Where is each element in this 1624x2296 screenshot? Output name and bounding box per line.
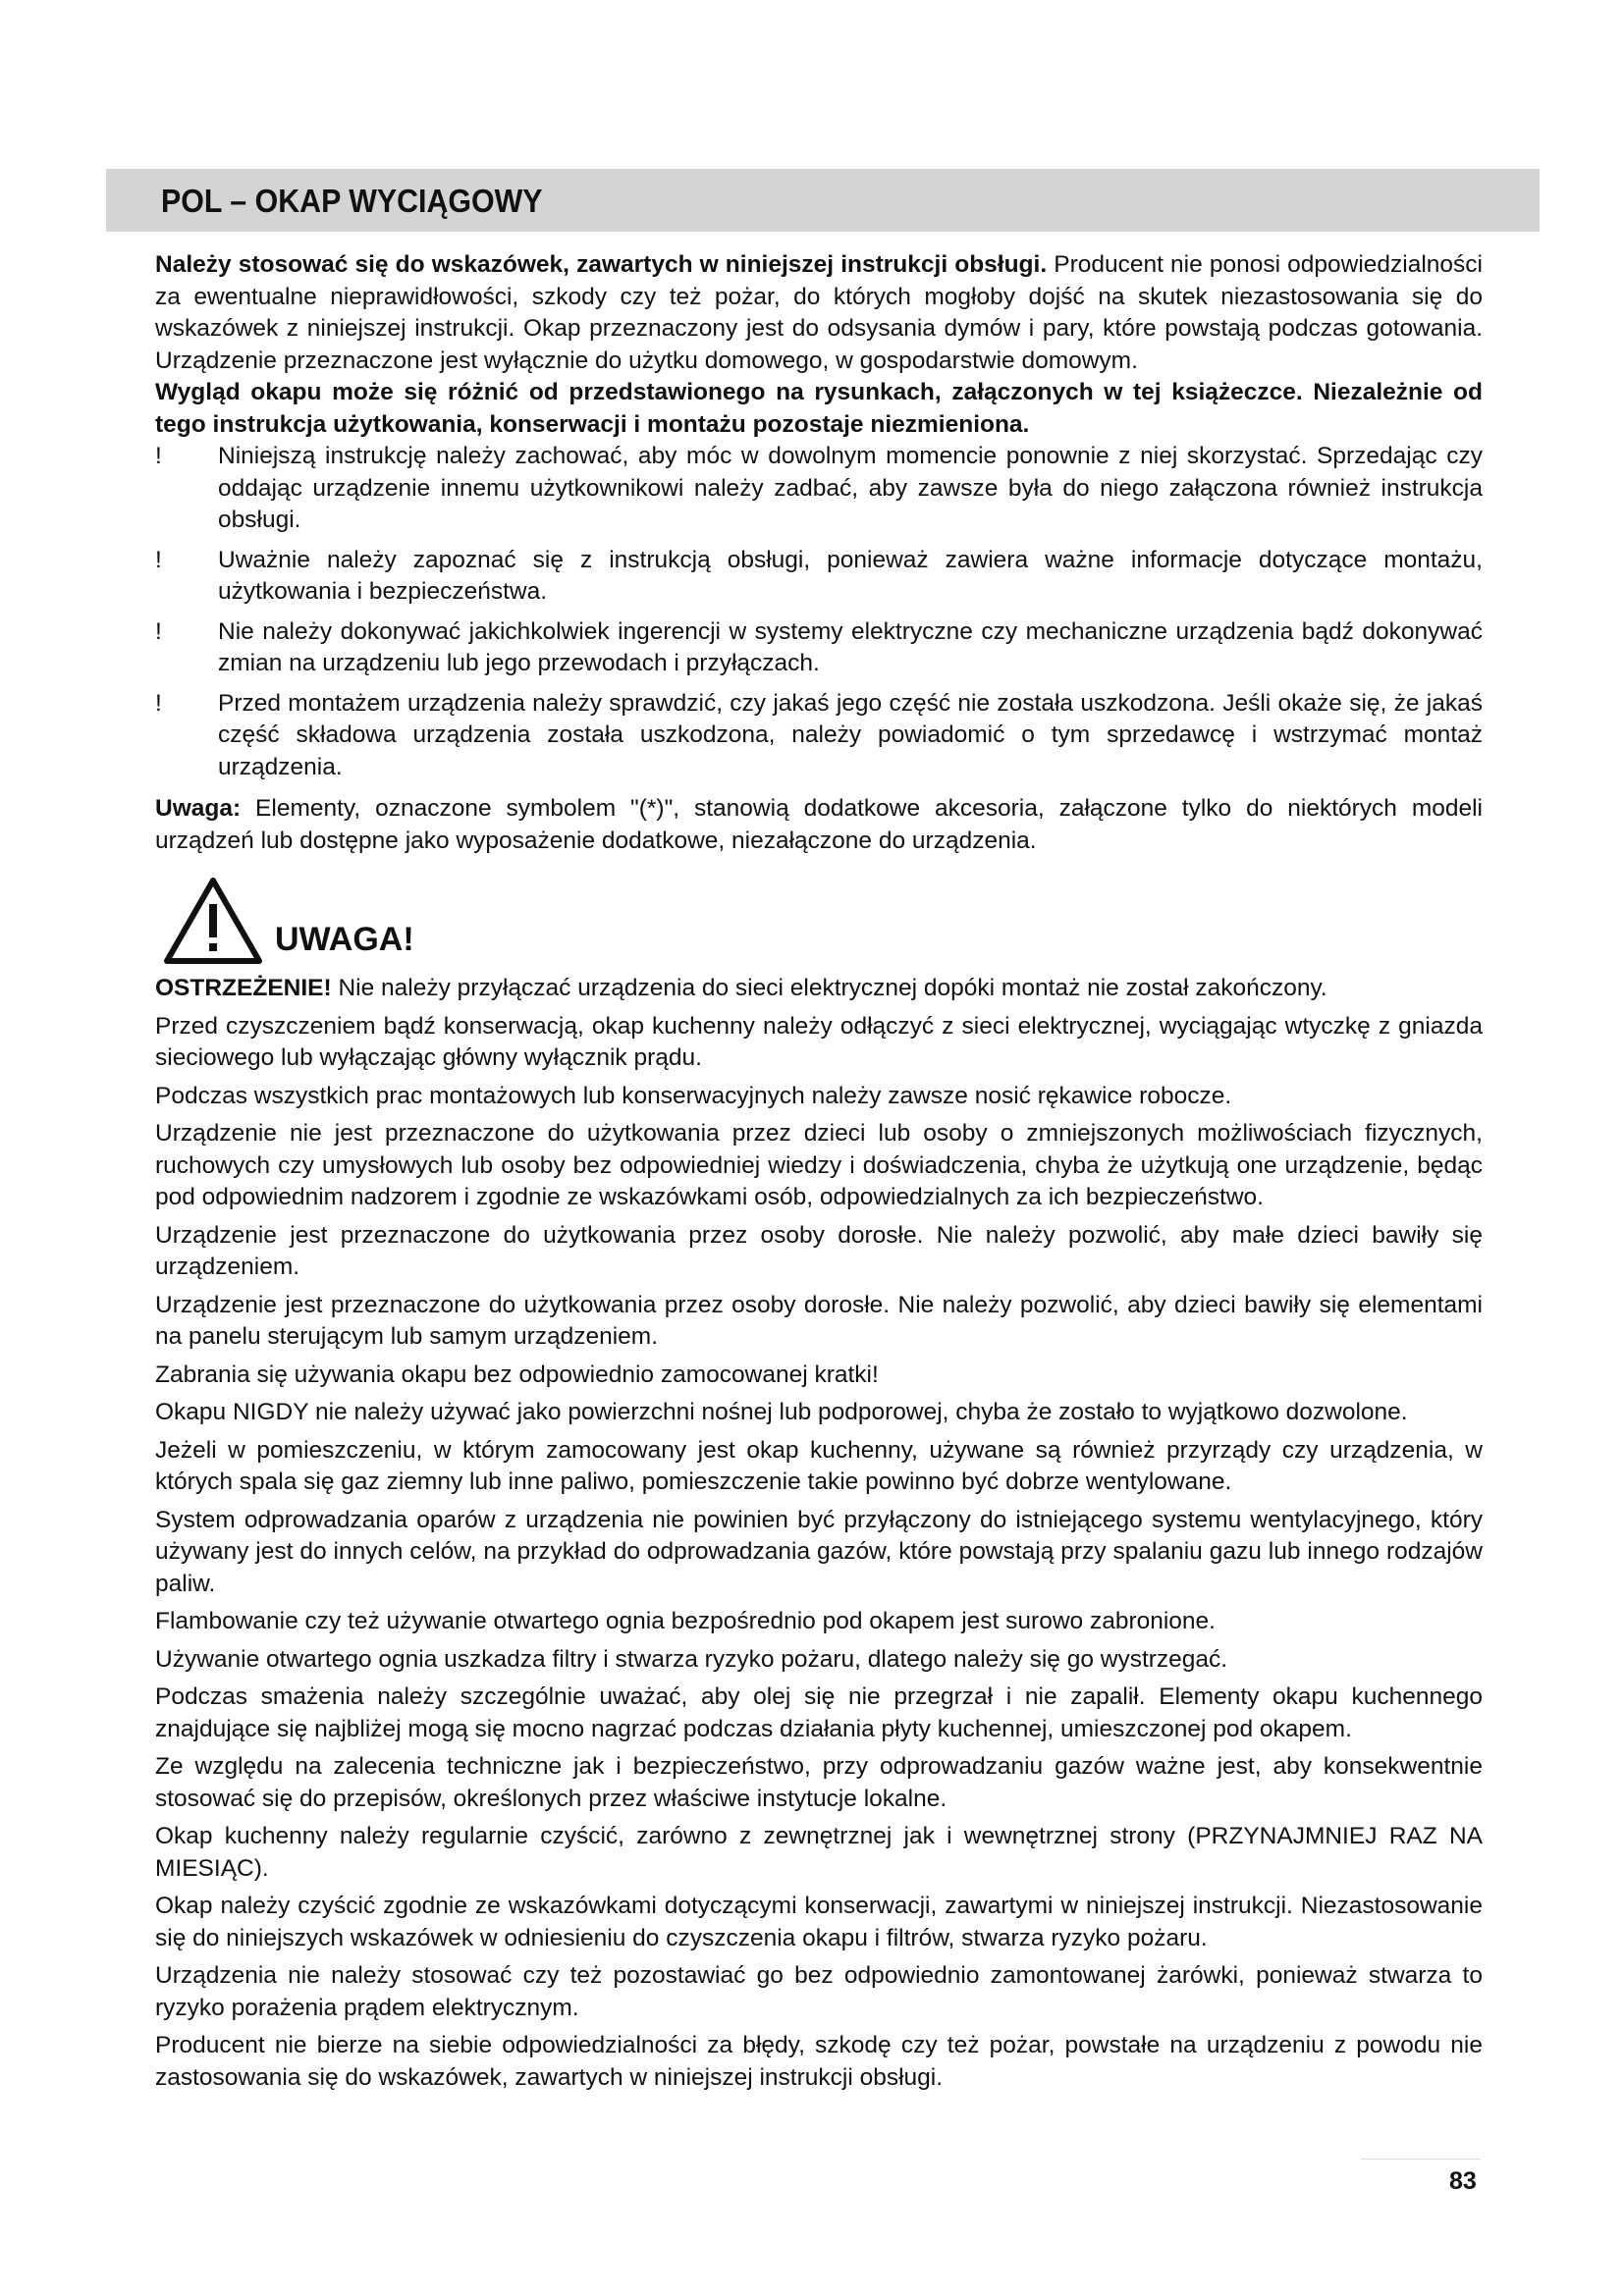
precaution-list: [155, 441, 1483, 783]
warning-paragraph: Podczas wszystkich prac montażowych lub konserwacyjnych należy zawsze nosić rękawice robocze.: [155, 1082, 1232, 1109]
page-number: 83: [1449, 2167, 1477, 2195]
warning-paragraph: Jeżeli w pomieszczeniu, w którym zamocowany jest okap kuchenny, używane są również przyrządy czy urządzenia, w których spala się gaz ziemny lub inne paliwo, pomieszczenie takie powinno być dobrze wentylowane.: [155, 1436, 1483, 1495]
warning-paragraph: System odprowadzania oparów z urządzenia nie powinien być przyłączony do istniejącego systemu wentylacyjnego, który używany jest do innych celów, na przykład do odprowadzania gazów, które powstają przy spalaniu gazu lub innego rodzajów paliw.: [155, 1506, 1483, 1597]
warning-paragraph: Przed czyszczeniem bądź konserwacją, okap kuchenny należy odłączyć z sieci elektrycznej, wyciągając wtyczkę z gniazda sieciowego lub wyłączając główny wyłącznik prądu.: [155, 1012, 1483, 1071]
warning-lead: [155, 973, 1483, 1005]
section-header-band: [106, 169, 1540, 232]
warning-paragraph: Okap kuchenny należy regularnie czyścić, zarówno z zewnętrznej jak i wewnętrznej strony (PRZYNAJMNIEJ RAZ NA MIESIĄC).: [155, 1823, 1483, 1882]
list-item: [155, 441, 1483, 537]
warning-lead-text: Nie należy przyłączać urządzenia do sieci elektrycznej dopóki montaż nie został zakończony.: [331, 975, 1327, 1001]
warning-paragraph: Producent nie bierze na siebie odpowiedzialności za błędy, szkodę czy też pożar, powstałe na urządzeniu z powodu nie zastosowania się do wskazówek, zawartych w niniejszej instrukcji obsługi.: [155, 2032, 1483, 2091]
intro-paragraph-2: [155, 377, 1483, 441]
exclamation-marker: !: [155, 546, 162, 573]
list-item-text: Przed montażem urządzenia należy sprawdzić, czy jakaś jego część nie została uszkodzona. Jeśli okaże się, że jakaś część składowa urządzenia została uszkodzona, należy powiadomić o tym sprzedawcę i wstrzymać montaż urządzenia.: [218, 689, 1483, 780]
accessory-note: [155, 793, 1483, 857]
warning-paragraph: Urządzenie jest przeznaczone do użytkowania przez osoby dorosłe. Nie należy pozwolić, aby małe dzieci bawiły się urządzeniem.: [155, 1221, 1483, 1280]
exclamation-marker: !: [155, 617, 162, 645]
warning-paragraph: Okapu NIGDY nie należy używać jako powierzchni nośnej lub podporowej, chyba że zostało to wyjątkowo dozwolone.: [155, 1399, 1408, 1425]
warning-paragraph: Ze względu na zalecenia techniczne jak i bezpieczeństwo, przy odprowadzaniu gazów ważne jest, aby konsekwentnie stosować się do przepisów, określonych przez właściwe instytucje lokalne.: [155, 1753, 1483, 1812]
warning-paragraphs: [155, 973, 1483, 2094]
exclamation-marker: !: [155, 443, 162, 469]
warning-triangle-icon: [161, 875, 265, 969]
intro-text: Producent nie ponosi odpowiedzialności za ewentualne nieprawidłowości, szkody czy też pożar, do których mogłoby dojść na skutek niezastosowania się do wskazówek z niniejszej instrukcji. Okap przeznaczony jest do odsysania dymów i pary, które powstają podczas gotowania. Urządzenie przeznaczone jest wyłącznie do użytku domowego, w gospodarstwie domowym.: [155, 251, 1483, 374]
exclamation-marker: !: [155, 689, 162, 717]
list-item: [155, 688, 1483, 784]
warning-paragraph: Okap należy czyścić zgodnie ze wskazówkami dotyczącymi konserwacji, zawartymi w niniejszej instrukcji. Niezastosowanie się do niniejszych wskazówek w odniesieniu do czyszczenia okapu i filtrów, stwarza ryzyko pożaru.: [155, 1893, 1483, 1951]
warning-paragraph: Używanie otwartego ognia uszkadza filtry i stwarza ryzyko pożaru, dlatego należy się go wystrzegać.: [155, 1645, 1228, 1673]
list-item: [155, 545, 1483, 609]
warning-header: [155, 875, 1483, 973]
footer-rule: [1361, 2159, 1481, 2160]
warning-paragraph: Urządzenie jest przeznaczone do użytkowania przez osoby dorosłe. Nie należy pozwolić, aby dzieci bawiły się elementami na panelu sterującym lub samym urządzeniem.: [155, 1291, 1483, 1350]
intro-paragraph-1: [155, 249, 1483, 377]
warning-paragraph: Urządzenia nie należy stosować czy też pozostawiać go bez odpowiednio zamontowanej żarówki, ponieważ stwarza to ryzyko porażenia prądem elektrycznym.: [155, 1962, 1483, 2021]
list-item: [155, 616, 1483, 680]
warning-paragraph: Podczas smażenia należy szczególnie uważać, aby olej się nie przegrzał i nie zapalił. Elementy okapu kuchennego znajdujące się najbliżej mogą się mocno nagrzać podczas działania płyty kuchennej, umieszczonej pod okapem.: [155, 1683, 1483, 1742]
warning-paragraph: Flambowanie czy też używanie otwartego ognia bezpośrednio pod okapem jest surowo zabronione.: [155, 1608, 1216, 1634]
note-text: Elementy, oznaczone symbolem "(*)", stanowią dodatkowe akcesoria, załączone tylko do niektórych modeli urządzeń lub dostępne jako wyposażenie dodatkowe, niezałączone do urządzenia.: [155, 795, 1483, 854]
warning-lead-label: OSTRZEŻENIE!: [155, 975, 332, 1001]
section-title: POL – OKAP WYCIĄGOWY: [161, 183, 543, 219]
intro-section: [155, 249, 1483, 441]
list-item-text: Uważnie należy zapoznać się z instrukcją obsługi, ponieważ zawiera ważne informacje dotyczące montażu, użytkowania i bezpieczeństwa.: [218, 546, 1483, 605]
list-item-text: Nie należy dokonywać jakichkolwiek ingerencji w systemy elektryczne czy mechaniczne urządzenia bądź dokonywać zmian na urządzeniu lub jego przewodach i przyłączach.: [218, 617, 1483, 676]
warning-paragraph: Zabrania się używania okapu bez odpowiednio zamocowanej kratki!: [155, 1361, 879, 1388]
intro-bold-notice: Wygląd okapu może się różnić od przedstawionego na rysunkach, załączonych w tej książeczce. Niezależnie od tego instrukcja użytkowania, konserwacji i montażu pozostaje niezmieniona.: [155, 379, 1483, 438]
warning-title: UWAGA!: [275, 921, 414, 958]
list-item-text: Niniejszą instrukcję należy zachować, aby móc w dowolnym momencie ponownie z niej skorzystać. Sprzedając czy oddając urządzenie innemu użytkownikowi należy zadbać, aby zawsze była do niego załączona również instrukcja obsługi.: [218, 443, 1483, 533]
warning-paragraph: Urządzenie nie jest przeznaczone do użytkowania przez dzieci lub osoby o zmniejszonych możliwościach fizycznych, ruchowych czy umysłowych lub osoby bez odpowiedniej wiedzy i doświadczenia, chyba że użytkują one urządzenie, będąc pod odpowiednim nadzorem i zgodnie ze wskazówkami osób, odpowiedzialnych za ich bezpieczeństwo.: [155, 1120, 1483, 1210]
page-content: [155, 249, 1483, 2100]
note-label: Uwaga:: [155, 795, 242, 822]
intro-bold-lead: Należy stosować się do wskazówek, zawartych w niniejszej instrukcji obsługi.: [155, 251, 1048, 278]
